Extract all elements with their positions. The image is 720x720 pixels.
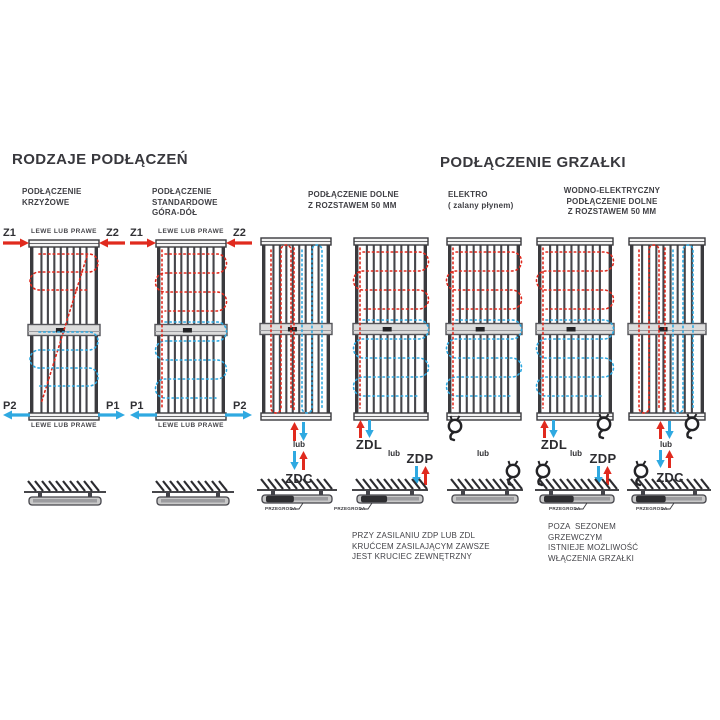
arrow-head xyxy=(290,422,298,430)
arrow-head xyxy=(656,460,664,468)
radiator-standardowe xyxy=(155,240,227,420)
diagram-caption xyxy=(448,190,513,211)
diagram-caption xyxy=(22,187,82,208)
przegroda-label: PRZEGRODA xyxy=(636,506,668,511)
note-line: ISTNIEJE MOŻLIWOŚĆ xyxy=(548,543,639,552)
port-label-P1: P1 xyxy=(106,400,120,412)
radiator-dolne-zdl-zdp xyxy=(353,238,429,420)
caption-line: ( zalany płynem) xyxy=(448,200,514,210)
bottom-side-label: LEWE LUB PRAWE xyxy=(158,422,224,429)
radiator-elektro xyxy=(446,238,522,420)
port-label-P2: P2 xyxy=(3,400,17,412)
caption-line: GÓRA-DÓŁ xyxy=(152,208,198,217)
caption-line: KRZYŻOWE xyxy=(22,197,70,207)
connection-label-zdc: ZDC xyxy=(656,470,684,485)
connection-arrow-pair xyxy=(290,451,307,470)
przegroda-baffle xyxy=(544,496,574,502)
radiator-wodno-zdl-zdp xyxy=(536,238,614,420)
przegroda-baffle xyxy=(361,496,387,502)
port-label-Z2: Z2 xyxy=(233,227,246,239)
connection-label-lub: lub xyxy=(388,449,400,458)
przegroda-baffle xyxy=(266,496,294,502)
connection-arrow-pair xyxy=(656,421,673,439)
diagram-caption xyxy=(308,190,399,211)
port-label-P2: P2 xyxy=(233,400,247,412)
port-label-P1: P1 xyxy=(130,400,144,412)
connection-arrow-pair xyxy=(540,420,557,438)
arrow-head xyxy=(20,239,29,248)
caption-line: WODNO-ELEKTRYCZNY xyxy=(563,186,661,195)
connection-label-lub: lub xyxy=(570,449,582,458)
connection-label-zdl: ZDL xyxy=(540,437,568,452)
caption-line: PODŁĄCZENIE xyxy=(22,187,82,196)
wall-section xyxy=(535,479,619,509)
crossbar-handle xyxy=(476,327,485,332)
connection-arrow-pair xyxy=(356,420,373,438)
arrow-head xyxy=(540,420,548,428)
diagram-caption xyxy=(564,186,660,218)
przegroda-label: PRZEGRODA xyxy=(265,506,297,511)
note-text xyxy=(548,522,638,564)
crossbar-handle xyxy=(183,328,192,333)
bottom-side-label: LEWE LUB PRAWE xyxy=(31,422,97,429)
flow-path xyxy=(30,332,98,386)
port-label-Z1: Z1 xyxy=(3,227,16,239)
note-line: POZA SEZONEM xyxy=(548,522,616,531)
crossbar-handle xyxy=(567,327,576,332)
przegroda-baffle xyxy=(636,496,666,502)
note-line: KRUĆCEM ZASILAJĄCYM ZAWSZE xyxy=(352,541,490,551)
caption-line: Z ROZSTAWEM 50 MM xyxy=(567,207,657,216)
flow-path xyxy=(30,254,98,290)
wall-section xyxy=(152,481,234,505)
port-label-Z2: Z2 xyxy=(106,227,119,239)
arrow-head xyxy=(603,466,611,474)
left-section-title: RODZAJE PODŁĄCZEŃ xyxy=(12,151,188,168)
connection-label-zdp: ZDP xyxy=(589,451,617,466)
connection-label-lub: lub xyxy=(660,440,672,449)
caption-line: PODŁĄCZENIE xyxy=(152,187,212,196)
flow-path xyxy=(447,252,522,309)
caption-line: STANDARDOWE xyxy=(152,197,218,207)
connection-arrow-pair xyxy=(656,450,673,468)
crossbar-handle xyxy=(659,327,668,332)
diagram-caption xyxy=(152,187,218,219)
arrow-head xyxy=(356,420,364,428)
connection-label-zdp: ZDP xyxy=(406,451,434,466)
note-line: JEST KRUCIEC ZEWNĘTRZNY xyxy=(352,552,473,561)
flow-path xyxy=(537,252,614,309)
przegroda-label: PRZEGRODA xyxy=(334,506,366,511)
wall-section xyxy=(447,479,523,503)
crossbar-handle xyxy=(383,327,392,332)
arrow-head xyxy=(656,421,664,429)
right-section-title: PODŁĄCZENIE GRZAŁKI xyxy=(440,154,626,171)
przegroda-label: PRZEGRODA xyxy=(549,506,581,511)
caption-line: PODŁĄCZENIE DOLNE xyxy=(308,190,399,199)
flow-path xyxy=(156,254,227,311)
arrow-head xyxy=(665,431,673,439)
arrow-head xyxy=(226,239,235,248)
arrow-head xyxy=(99,239,108,248)
top-side-label: LEWE LUB PRAWE xyxy=(31,228,97,235)
arrow-head xyxy=(665,450,673,458)
note-text xyxy=(352,531,490,563)
connection-label-zdc: ZDC xyxy=(285,471,313,486)
caption-line: PODŁĄCZENIE DOLNE xyxy=(566,196,658,206)
wall-section xyxy=(352,479,428,509)
note-line: GRZEWCZYM xyxy=(548,532,603,542)
caption-line: ELEKTRO xyxy=(448,190,488,199)
connection-label-lub: lub xyxy=(293,440,305,449)
caption-line: Z ROZSTAWEM 50 MM xyxy=(308,200,397,210)
note-line: WŁĄCZENIA GRZAŁKI xyxy=(548,553,635,563)
wall-section xyxy=(24,481,106,505)
arrow-head xyxy=(299,451,307,459)
arrow-head xyxy=(421,466,429,474)
connection-label-zdl: ZDL xyxy=(355,437,383,452)
flow-path xyxy=(354,252,429,309)
crossbar-handle xyxy=(288,327,297,332)
arrow-head xyxy=(147,239,156,248)
connection-arrow-pair xyxy=(290,422,307,441)
note-line: PRZY ZASILANIU ZDP LUB ZDL xyxy=(352,531,476,540)
arrow-head xyxy=(290,462,298,470)
top-side-label: LEWE LUB PRAWE xyxy=(158,228,224,235)
connection-label-lub: lub xyxy=(477,449,489,458)
port-label-Z1: Z1 xyxy=(130,227,143,239)
